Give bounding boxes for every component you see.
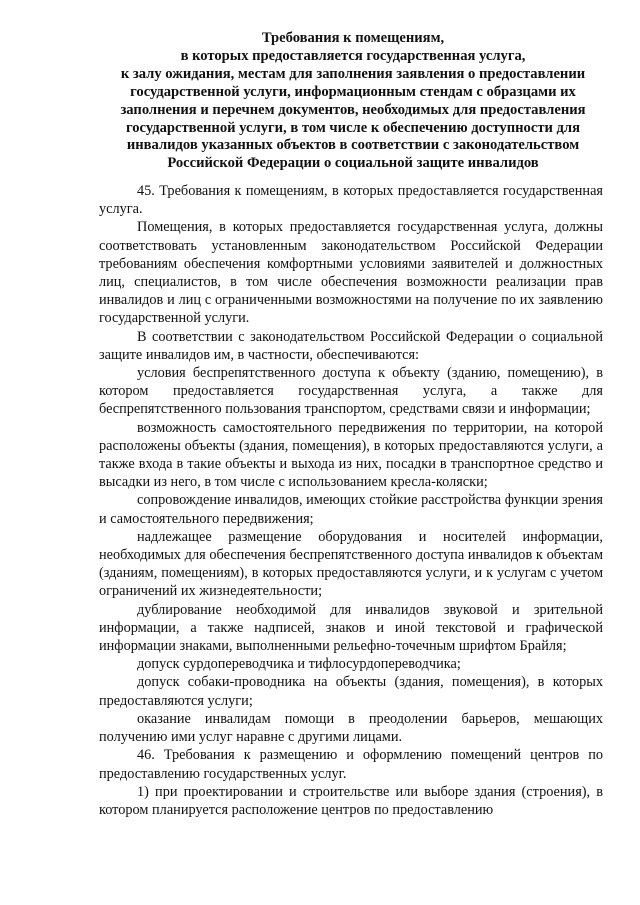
paragraph-assistance: оказание инвалидам помощи в преодолении барьеров, мешающих получению ими услуг наравне с другими лицами. (99, 710, 603, 746)
heading-line: государственной услуги, в том числе к обеспечению доступности для (125, 119, 581, 136)
paragraph-premises-requirements: Помещения, в которых предоставляется государственная услуга, должны соответствовать установленным законодательством Российской Федерации требованиям обеспечения комфортными условиями заявителей и должностных лиц, специалистов, в том числе обеспечения возможности реализации прав инвалидов и лиц с ограниченными возможностями на получение по их заявлению государственной услуги. (99, 219, 603, 327)
paragraph-unobstructed-access: условия беспрепятственного доступа к объекту (зданию, помещению), в котором предоставляется государственная услуга, а также для беспрепятственного пользования транспортом, средствами связи и информации; (99, 365, 603, 418)
section-heading (88, 30, 618, 173)
paragraph-design-construction: 1) при проектировании и строительстве или выборе здания (строения), в котором планируется расположение центров по предоставлению (99, 783, 603, 818)
paragraph-legislation-intro: В соответствии с законодательством Российской Федерации о социальной защите инвалидов им, в частности, обеспечиваются: (99, 328, 603, 363)
paragraph-independent-movement: возможность самостоятельного передвижения по территории, на которой расположены объекты (здания, помещения), в которых предоставляются услуги, а также входа в такие объекты и выхода из них, посадки в транспортное средство и высадки из него, в том числе с использованием кресла-коляски; (99, 419, 603, 491)
paragraph-escort: сопровождение инвалидов, имеющих стойкие расстройства функции зрения и самостоятельного передвижения; (99, 492, 603, 527)
heading-line: заполнения и перечнем документов, необходимых для предоставления (120, 101, 586, 118)
paragraph-equipment-placement: надлежащее размещение оборудования и носителей информации, необходимых для обеспечения беспрепятственного доступа инвалидов к объектам (зданиям, помещениям), в которых предоставляются услуги, и к услугам с учетом ограничений их жизнедеятельности; (99, 528, 603, 600)
heading-line: инвалидов указанных объектов в соответствии с законодательством (126, 137, 580, 154)
heading-line: государственной услуги, информационным стендам с образцами их (130, 83, 576, 100)
document-body (99, 182, 603, 819)
paragraph-item-46: 46. Требования к размещению и оформлению помещений центров по предоставлению государственных услуг. (99, 747, 603, 782)
paragraph-guide-dog: допуск собаки-проводника на объекты (здания, помещения), в которых предоставляются услуги; (99, 674, 603, 709)
paragraph-sign-interpreter: допуск сурдопереводчика и тифлосурдопереводчика; (137, 656, 461, 673)
paragraph-item-45: 45. Требования к помещениям, в которых предоставляется государственная услуга. (99, 183, 603, 218)
paragraph-information-duplication: дублирование необходимой для инвалидов звуковой и зрительной информации, а также надписей, знаков и иной текстовой и графической информации знаками, выполненными рельефно-точечным шрифтом Брайля; (99, 601, 603, 655)
heading-line: Требования к помещениям, (261, 30, 445, 46)
heading-line: Российской Федерации о социальной защите инвалидов (167, 155, 539, 172)
heading-line: к залу ожидания, местам для заполнения заявления о предоставлении (120, 65, 586, 82)
heading-line: в которых предоставляется государственная услуга, (180, 47, 526, 64)
